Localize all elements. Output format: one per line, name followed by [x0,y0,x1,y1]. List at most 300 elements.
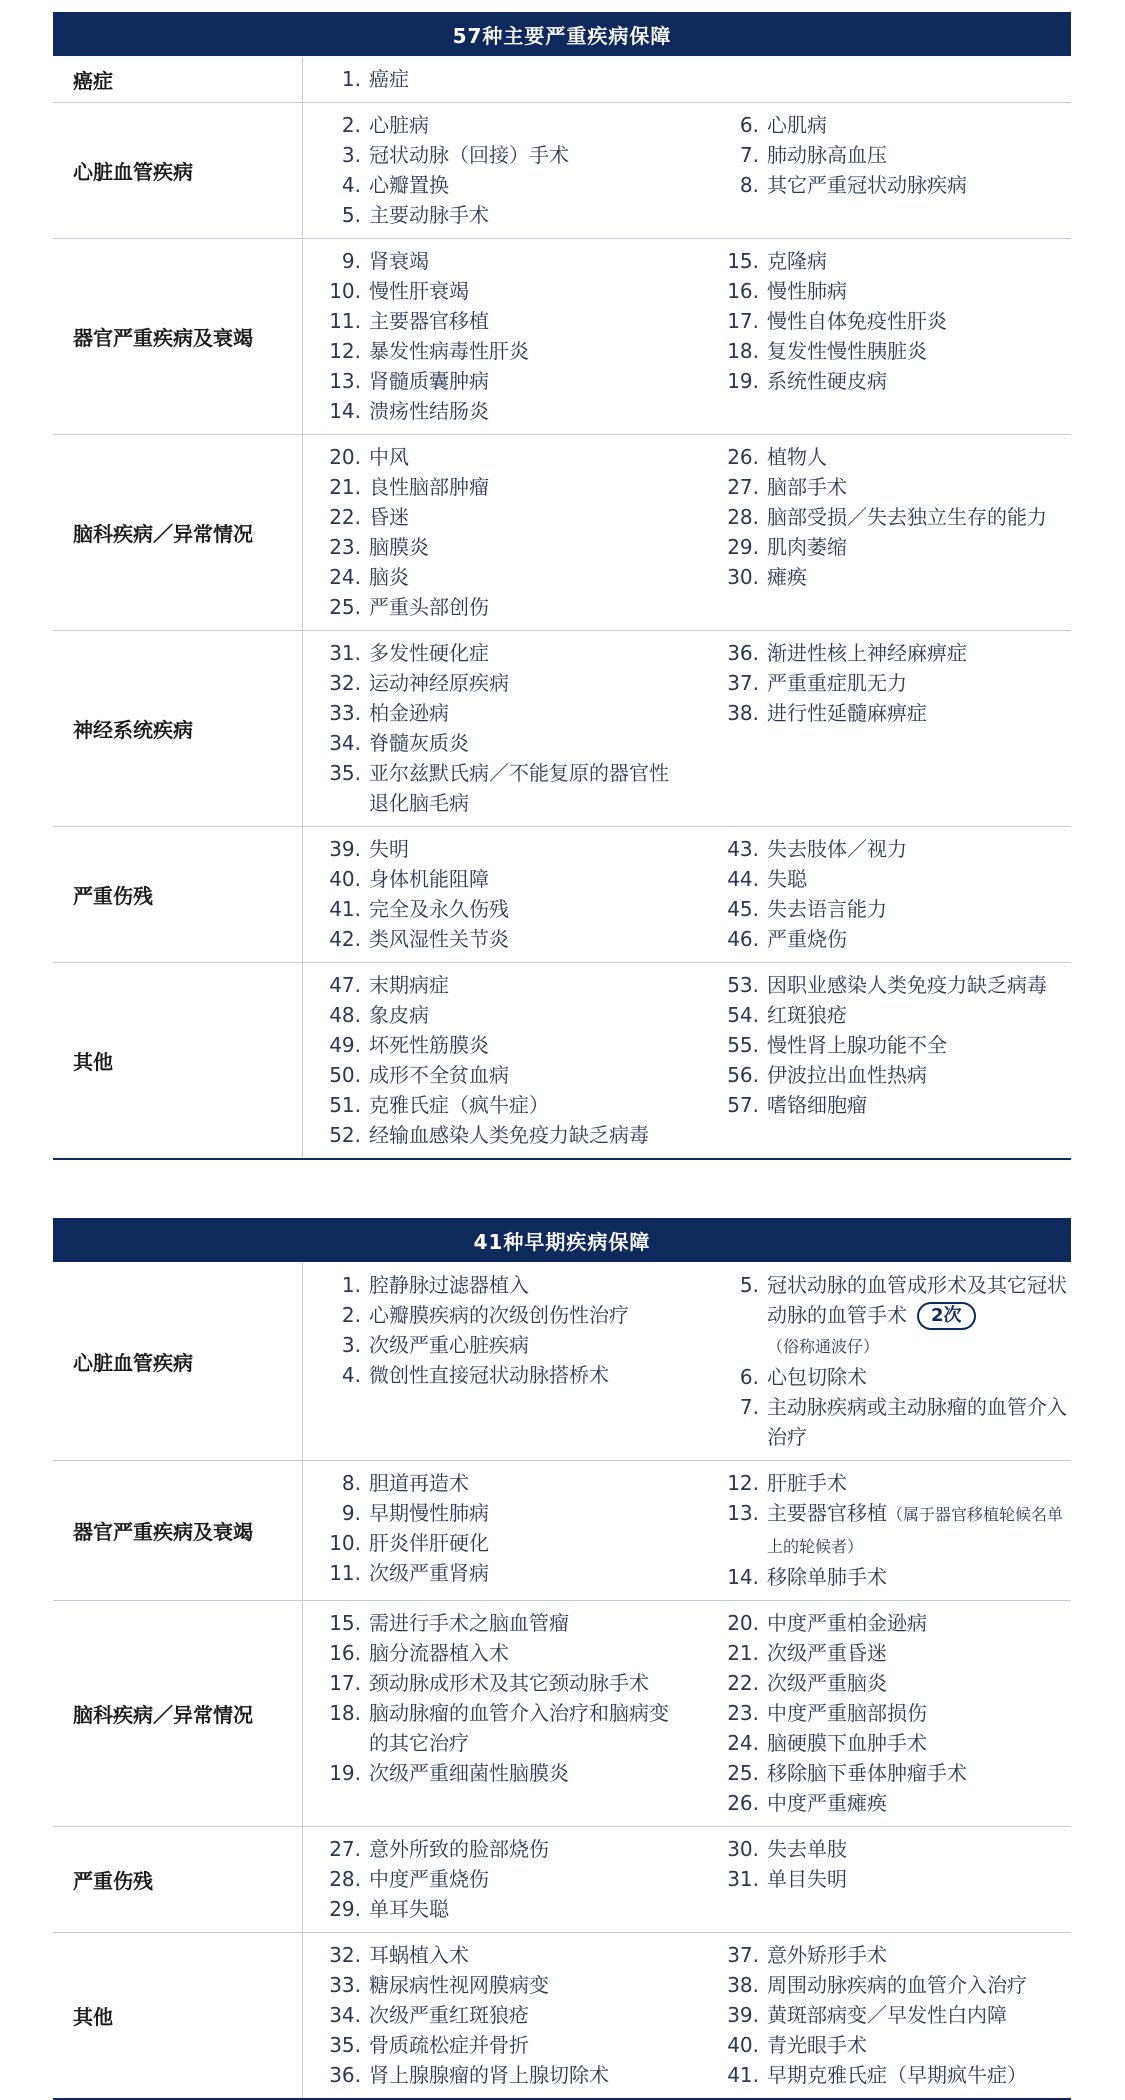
list-item [327,698,687,728]
item-text [767,1940,1071,1970]
item-label: 主要器官移植 [369,309,489,333]
item-label: 其它严重冠状动脉疾病 [767,173,967,197]
item-text [767,1030,1071,1060]
item-text [369,396,687,426]
list-item [725,834,1071,864]
item-label: 青光眼手术 [767,2033,867,2057]
list-item [327,1608,687,1638]
list-item [725,1788,1071,1818]
item-label: 微创性直接冠状动脉搭桥术 [369,1363,609,1387]
item-label: 癌症 [369,67,409,91]
item-text [767,442,1071,472]
item-number: 23. [329,535,361,559]
item-label: 心包切除术 [767,1365,867,1389]
right-column [687,1270,1071,1452]
list-item [327,140,687,170]
item-label: 移除脑下垂体肿瘤手术 [767,1761,967,1785]
item-number: 20. [329,445,361,469]
item-text [369,1120,687,1150]
item-label: 严重重症肌无力 [767,671,907,695]
list-item [327,1360,687,1390]
list-item [327,1638,687,1668]
item-label: 脑部受损／失去独立生存的能力 [767,505,1047,529]
item-number: 26. [727,1791,759,1815]
category-label: 器官严重疾病及衰竭 [53,239,303,434]
item-label: 心瓣膜疾病的次级创伤性治疗 [369,1303,629,1327]
list-item [725,1970,1071,2000]
item-text [767,894,1071,924]
category-label: 心脏血管疾病 [53,103,303,238]
item-text [767,246,1071,276]
item-number: 25. [727,1761,759,1785]
list-item [327,276,687,306]
list-item [327,1270,687,1300]
item-number: 25. [329,595,361,619]
item-label: 肝炎伴肝硬化 [369,1531,489,1555]
list-item [725,1090,1071,1120]
item-number: 35. [329,2033,361,2057]
item-label: 失明 [369,837,409,861]
list-item [725,170,1071,200]
item-text [369,562,687,592]
item-text [767,698,1071,728]
item-text [369,894,687,924]
list-item [725,864,1071,894]
list-item [725,502,1071,532]
item-number: 26. [727,445,759,469]
item-number: 29. [727,535,759,559]
item-text [767,306,1071,336]
item-text [369,1940,687,1970]
item-label: 完全及永久伤残 [369,897,509,921]
item-number: 30. [727,1837,759,1861]
item-text [767,1698,1071,1728]
list-item [725,2030,1071,2060]
list-item [725,1758,1071,1788]
item-number: 20. [727,1611,759,1635]
list-item [327,1834,687,1864]
item-number: 18. [329,1701,361,1725]
item-text [767,1498,1071,1562]
item-text [767,1562,1071,1592]
item-number: 55. [727,1033,759,1057]
item-label: 多发性硬化症 [369,641,489,665]
item-label: 单耳失聪 [369,1897,449,1921]
list-item [725,140,1071,170]
list-item [725,1060,1071,1090]
item-label: 中度严重脑部损伤 [767,1701,927,1725]
item-number: 30. [727,565,759,589]
item-number: 51. [329,1093,361,1117]
item-text [369,1668,687,1698]
right-column [687,64,1071,94]
item-label: 慢性自体免疫性肝炎 [767,309,947,333]
item-label: 次级严重红斑狼疮 [369,2003,529,2027]
item-label: 肾衰竭 [369,249,429,273]
left-column [303,834,687,954]
right-column [687,1608,1071,1818]
right-column [687,834,1071,954]
left-column [303,246,687,426]
item-label: 脑部手术 [767,475,847,499]
list-item [725,306,1071,336]
list-item [725,894,1071,924]
list-item [327,638,687,668]
table-row [53,103,1071,239]
item-label: 慢性肝衰竭 [369,279,469,303]
item-number: 7. [739,1395,759,1419]
item-label: 溃疡性结肠炎 [369,399,489,423]
item-number: 4. [341,1363,361,1387]
right-column [687,1834,1071,1924]
item-text [369,1528,687,1558]
table-title: 57种主要严重疾病保障 [53,12,1071,57]
item-text [767,1970,1071,2000]
item-number: 5. [739,1273,759,1297]
item-number: 15. [727,249,759,273]
item-text [767,276,1071,306]
item-number: 21. [329,475,361,499]
list-item [725,562,1071,592]
list-item [725,668,1071,698]
item-label: 次级严重脑炎 [767,1671,887,1695]
list-item [725,1940,1071,1970]
item-label: 经输血感染人类免疫力缺乏病毒 [369,1123,649,1147]
list-item [725,2060,1071,2090]
item-text [369,1360,687,1390]
item-text [369,1498,687,1528]
list-item [327,2000,687,2030]
category-label: 神经系统疾病 [53,631,303,826]
item-text [369,200,687,230]
item-number: 33. [329,701,361,725]
list-item [327,1030,687,1060]
item-number: 43. [727,837,759,861]
list-item [327,472,687,502]
list-item [327,1300,687,1330]
item-text [767,2030,1071,2060]
category-label: 其他 [53,1933,303,2098]
item-label: 移除单肺手术 [767,1565,887,1589]
item-text [369,1000,687,1030]
list-item [327,1000,687,1030]
list-item [725,246,1071,276]
item-text [767,1392,1071,1452]
item-label: 脑膜炎 [369,535,429,559]
list-item [327,758,687,818]
item-number: 14. [727,1565,759,1589]
item-number: 48. [329,1003,361,1027]
list-item [327,894,687,924]
item-number: 2. [341,1303,361,1327]
item-number: 6. [739,1365,759,1389]
list-item [725,970,1071,1000]
left-column [303,1940,687,2090]
item-number: 42. [329,927,361,951]
right-column [687,1468,1071,1592]
item-text [369,366,687,396]
item-label: 中度严重烧伤 [369,1867,489,1891]
item-text [767,1728,1071,1758]
item-number: 27. [727,475,759,499]
item-number: 31. [329,641,361,665]
item-number: 38. [727,1973,759,1997]
item-number: 37. [727,1943,759,1967]
item-number: 16. [329,1641,361,1665]
table-row [53,827,1071,963]
item-label: 瘫痪 [767,565,807,589]
item-text [369,1030,687,1060]
item-text [369,170,687,200]
item-number: 32. [329,671,361,695]
item-label: 心脏病 [369,113,429,137]
item-label: 黄斑部病变／早发性白内障 [767,2003,1007,2027]
item-label: 次级严重心脏疾病 [369,1333,529,1357]
item-number: 40. [329,867,361,891]
right-column [687,638,1071,818]
item-label: 周围动脉疾病的血管介入治疗 [767,1973,1027,1997]
list-item [327,2060,687,2090]
item-columns [303,1933,1071,2098]
category-label: 脑科疾病／异常情况 [53,435,303,630]
item-number: 39. [329,837,361,861]
item-text [767,1864,1071,1894]
item-number: 14. [329,399,361,423]
item-number: 7. [739,143,759,167]
item-number: 24. [727,1731,759,1755]
item-label: 主要动脉手术 [369,203,489,227]
list-item [725,1000,1071,1030]
item-number: 19. [727,369,759,393]
item-text [369,970,687,1000]
item-columns [303,631,1071,826]
item-label: 耳蜗植入术 [369,1943,469,1967]
item-columns [303,57,1071,102]
item-columns [303,1601,1071,1826]
item-text [369,1558,687,1588]
item-text [767,668,1071,698]
item-number: 40. [727,2033,759,2057]
item-number: 8. [341,1471,361,1495]
item-text [767,532,1071,562]
item-label: 严重头部创伤 [369,595,489,619]
item-label: 次级严重细菌性脑膜炎 [369,1761,569,1785]
list-item [327,1330,687,1360]
item-columns [303,963,1071,1158]
item-label: 肺动脉高血压 [767,143,887,167]
major-illness-table [53,12,1071,1160]
list-item [327,1498,687,1528]
item-text [767,2000,1071,2030]
category-label: 严重伤残 [53,1827,303,1932]
item-text [767,1060,1071,1090]
item-note: （属于器官移植轮候名单上的轮候者） [767,1505,1064,1556]
item-number: 46. [727,927,759,951]
list-item [725,1864,1071,1894]
item-label: 系统性硬皮病 [767,369,887,393]
item-text [767,864,1071,894]
item-text [369,1864,687,1894]
list-item [327,200,687,230]
item-label: 慢性肺病 [767,279,847,303]
item-label: 需进行手术之脑血管瘤 [369,1611,569,1635]
item-label: 成形不全贫血病 [369,1063,509,1087]
list-item [327,1558,687,1588]
item-number: 28. [329,1867,361,1891]
right-column [687,442,1071,622]
list-item [327,1758,687,1788]
item-text [369,1638,687,1668]
left-column [303,64,687,94]
item-label: 冠状动脉的血管成形术及其它冠状动脉的血管手术 [767,1273,1067,1327]
item-label: 肾髓质囊肿病 [369,369,489,393]
item-text [369,1894,687,1924]
list-item [725,1498,1071,1562]
item-text [369,1330,687,1360]
item-text [767,1788,1071,1818]
item-label: 主动脉疾病或主动脉瘤的血管介入治疗 [767,1395,1067,1449]
item-label: 脑硬膜下血肿手术 [767,1731,927,1755]
category-label: 严重伤残 [53,827,303,962]
item-label: 红斑狼疮 [767,1003,847,1027]
item-label: 严重烧伤 [767,927,847,951]
item-text [369,306,687,336]
item-text [369,1608,687,1638]
item-label: 肌肉萎缩 [767,535,847,559]
list-item [725,1668,1071,1698]
item-text [369,1834,687,1864]
item-label: 脑动脉瘤的血管介入治疗和脑病变的其它治疗 [369,1701,669,1755]
item-number: 28. [727,505,759,529]
item-number: 56. [727,1063,759,1087]
item-label: 暴发性病毒性肝炎 [369,339,529,363]
item-text [767,562,1071,592]
item-number: 38. [727,701,759,725]
item-number: 31. [727,1867,759,1891]
item-label: 次级严重昏迷 [767,1641,887,1665]
item-number: 41. [727,2063,759,2087]
item-number: 1. [341,1273,361,1297]
item-label: 进行性延髓麻痹症 [767,701,927,725]
item-number: 32. [329,1943,361,1967]
list-item [725,442,1071,472]
category-label: 其他 [53,963,303,1158]
item-label: 失去单肢 [767,1837,847,1861]
item-label: 克隆病 [767,249,827,273]
item-label: 因职业感染人类免疫力缺乏病毒 [767,973,1047,997]
item-number: 13. [329,369,361,393]
item-label: 中度严重柏金逊病 [767,1611,927,1635]
item-columns [303,1827,1071,1932]
item-number: 4. [341,173,361,197]
item-label: 伊波拉出血性热病 [767,1063,927,1087]
item-label: 次级严重肾病 [369,1561,489,1585]
list-item [327,834,687,864]
item-label: 失去语言能力 [767,897,887,921]
list-item [327,1468,687,1498]
list-item [327,562,687,592]
table-row [53,963,1071,1160]
item-label: 复发性慢性胰脏炎 [767,339,927,363]
table-row [53,1933,1071,2100]
item-text [767,970,1071,1000]
item-text [369,276,687,306]
item-number: 57. [727,1093,759,1117]
list-item [327,502,687,532]
item-label: 植物人 [767,445,827,469]
item-label: 肾上腺腺瘤的肾上腺切除术 [369,2063,609,2087]
item-columns [303,827,1071,962]
list-item [725,1362,1071,1392]
list-item [725,1392,1071,1452]
list-item [725,366,1071,396]
item-number: 17. [329,1671,361,1695]
item-note: （俗称通波仔） [767,1337,880,1356]
item-label: 骨质疏松症并骨折 [369,2033,529,2057]
list-item [725,336,1071,366]
list-item [327,970,687,1000]
item-text [767,924,1071,954]
item-label: 意外所致的脸部烧伤 [369,1837,549,1861]
list-item [327,1060,687,1090]
table-row [53,631,1071,827]
item-number: 15. [329,1611,361,1635]
item-text [767,1608,1071,1638]
item-text [767,638,1071,668]
item-number: 2. [341,113,361,137]
item-label: 运动神经原疾病 [369,671,509,695]
item-label: 亚尔兹默氏病／不能复原的器官性退化脑毛病 [369,761,669,815]
item-text [767,1000,1071,1030]
item-columns [303,103,1071,238]
list-item [327,1120,687,1150]
item-number: 12. [329,339,361,363]
item-text [369,1698,687,1758]
item-text [369,442,687,472]
item-columns [303,435,1071,630]
list-item [327,64,687,94]
left-column [303,638,687,818]
list-item [327,1864,687,1894]
item-label: 糖尿病性视网膜病变 [369,1973,549,1997]
item-number: 9. [341,1501,361,1525]
item-text [767,1362,1071,1392]
item-text [767,170,1071,200]
item-text [767,1638,1071,1668]
item-number: 41. [329,897,361,921]
times-badge: 2次 [917,1302,976,1330]
list-item [725,472,1071,502]
list-item [725,110,1071,140]
category-label: 心脏血管疾病 [53,1263,303,1460]
item-number: 22. [329,505,361,529]
table-row [53,1263,1071,1461]
item-text [767,1468,1071,1498]
item-text [767,1834,1071,1864]
right-column [687,970,1071,1150]
item-text [369,140,687,170]
item-number: 19. [329,1761,361,1785]
list-item [327,1970,687,2000]
item-text [369,110,687,140]
list-item [327,2030,687,2060]
left-column [303,110,687,230]
item-number: 39. [727,2003,759,2027]
item-label: 中风 [369,445,409,469]
list-item [327,924,687,954]
item-label: 良性脑部肿瘤 [369,475,489,499]
item-text [767,1270,1071,1362]
